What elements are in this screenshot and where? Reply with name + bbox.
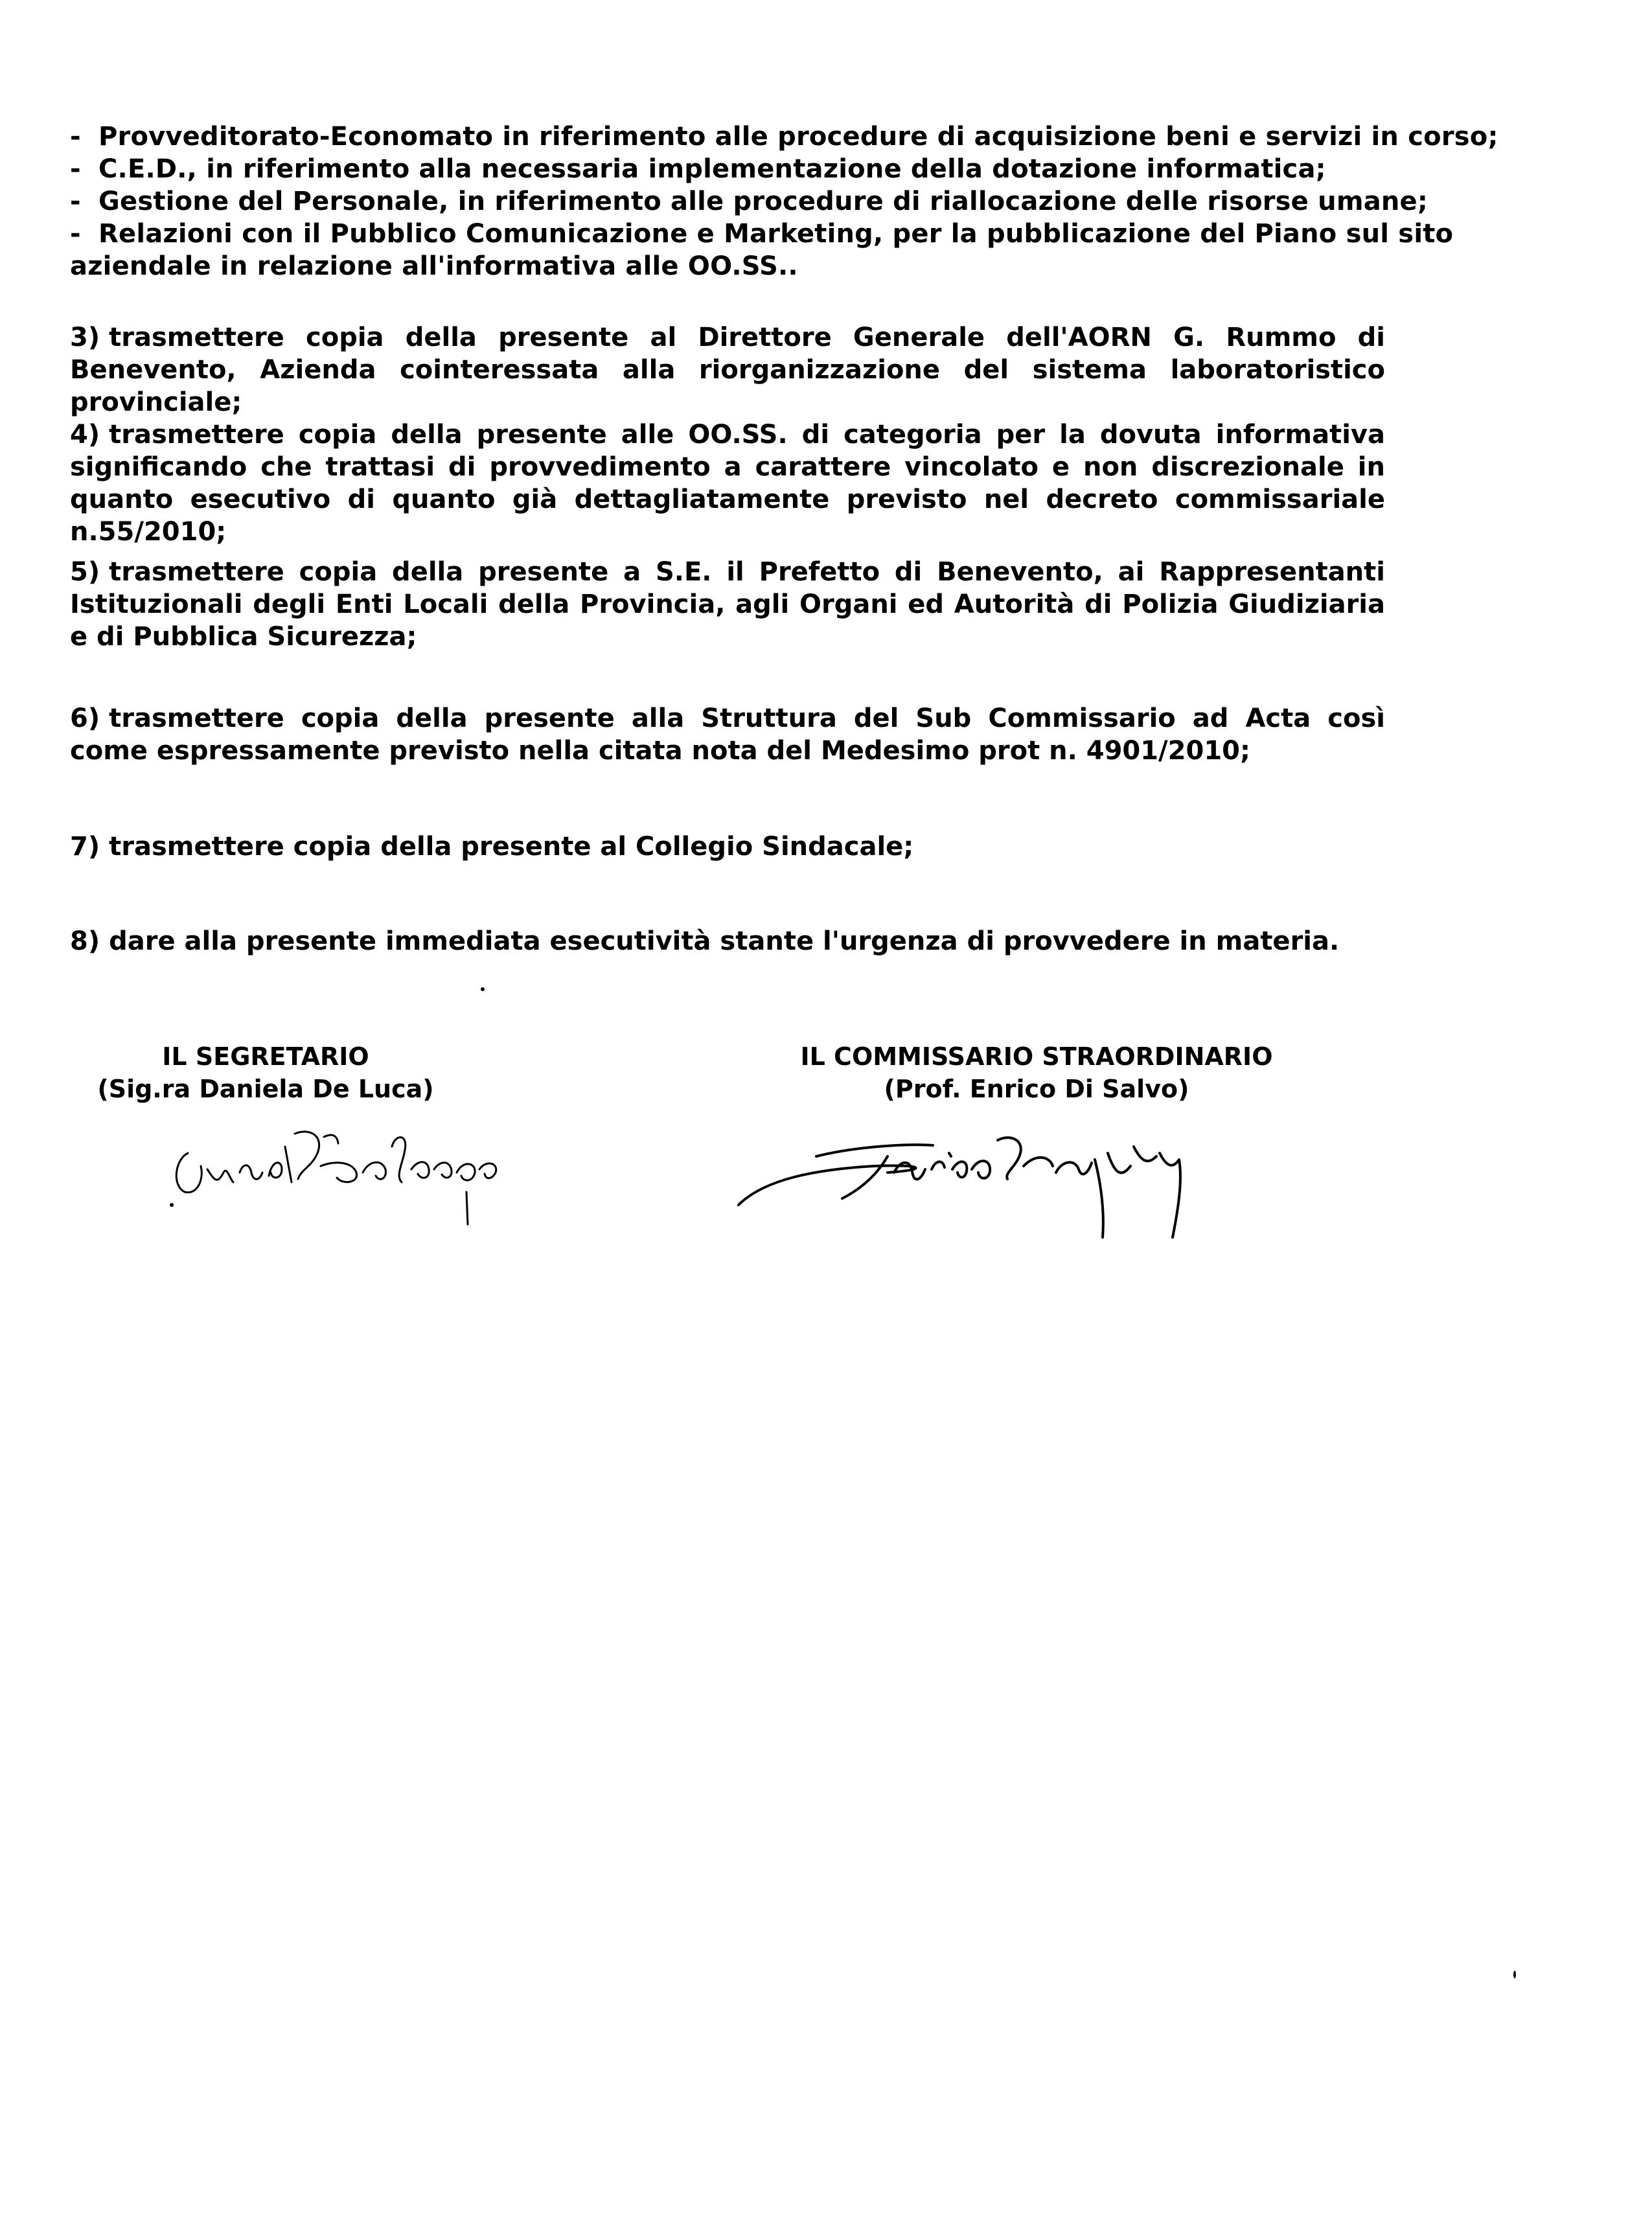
secretary-name: (Sig.ra Daniela De Luca)	[97, 1075, 434, 1103]
bullet-item	[70, 120, 1498, 153]
paragraph-4	[70, 418, 1385, 548]
bullet-text: Gestione del Personale, in riferimento alle procedure di riallocazione delle risorse umane;	[98, 187, 1428, 216]
bullet-text: Provveditorato-Economato in riferimento alle procedure di acquisizione beni e servizi in corso;	[98, 122, 1498, 152]
paragraph-number: 5)	[70, 557, 100, 587]
bullet-dash: -	[70, 187, 81, 216]
paragraph-6	[70, 702, 1385, 767]
paragraph-8	[70, 925, 1385, 957]
paragraph-number: 7)	[70, 832, 100, 862]
paragraph-5	[70, 556, 1385, 653]
secretary-title: IL SEGRETARIO	[162, 1042, 369, 1071]
bullet-item	[70, 218, 1454, 250]
bullet-dash: -	[70, 122, 81, 152]
bullet-item	[70, 185, 1428, 218]
secretary-signature	[162, 1108, 551, 1244]
paragraph-number: 6)	[70, 704, 100, 733]
secretary-block	[97, 1040, 434, 1105]
paragraph-3	[70, 321, 1385, 418]
paragraph-text: trasmettere copia della presente alle OO.SS. di categoria per la dovuta informativa significando che trattasi di provvedimento a carattere vincolato e non discrezionale in quanto esecutivo di quanto già dettagliatamente previsto nel decreto commissariale n.55/2010;	[70, 420, 1385, 547]
bullet-continuation	[70, 250, 1385, 282]
paragraph-text: trasmettere copia della presente al Collegio Sindacale;	[109, 832, 914, 862]
commissioner-name: (Prof. Enrico Di Salvo)	[884, 1075, 1189, 1103]
bullet-item	[70, 153, 1385, 185]
bullet-continuation-text: aziendale in relazione all'informativa alle OO.SS..	[70, 251, 798, 281]
commissioner-signature	[726, 1095, 1231, 1257]
paragraph-number: 3)	[70, 323, 100, 352]
bullet-text: C.E.D., in riferimento alla necessaria implementazione della dotazione informatica;	[98, 154, 1326, 184]
paragraph-number: 4)	[70, 420, 100, 450]
paragraph-text: trasmettere copia della presente a S.E. il Prefetto di Benevento, ai Rappresentanti Istituzionali degli Enti Locali della Provincia, agli Organi ed Autorità di Polizia Giudiziaria e di Pubblica Sicurezza;	[70, 557, 1385, 652]
paragraph-text: trasmettere copia della presente alla Struttura del Sub Commissario ad Acta così come espressamente previsto nella citata nota del Medesimo prot n. 4901/2010;	[70, 704, 1385, 766]
scan-speck	[1513, 1971, 1516, 1978]
scan-speck	[481, 987, 485, 991]
bullet-dash: -	[70, 154, 81, 184]
bullet-list	[70, 120, 1498, 282]
bullet-dash: -	[70, 219, 81, 249]
paragraph-7	[70, 830, 1385, 863]
commissioner-title: IL COMMISSARIO STRAORDINARIO	[800, 1042, 1273, 1071]
paragraph-number: 8)	[70, 926, 100, 956]
paragraph-text: trasmettere copia della presente al Direttore Generale dell'AORN G. Rummo di Benevento, Azienda cointeressata alla riorganizzazione del sistema laboratoristico provinciale;	[70, 323, 1385, 417]
bullet-text: Relazioni con il Pubblico Comunicazione e Marketing, per la pubblicazione del Piano sul sito	[98, 219, 1454, 249]
paragraph-text: dare alla presente immediata esecutività stante l'urgenza di provvedere in materia.	[109, 926, 1340, 956]
